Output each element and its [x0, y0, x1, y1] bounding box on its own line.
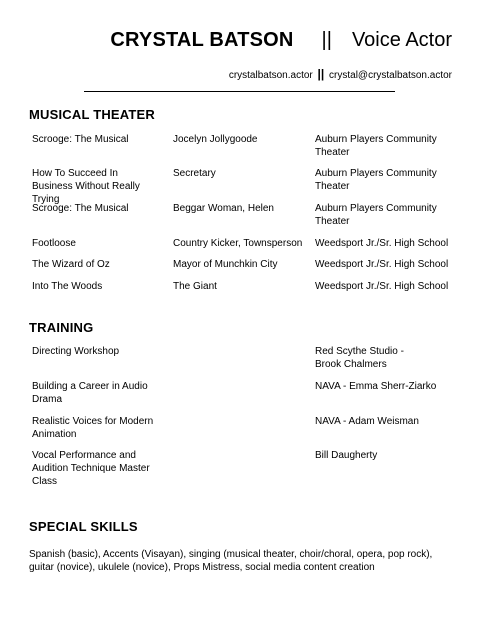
role-name: Country Kicker, Townsperson — [173, 238, 303, 249]
instructor-name: Red Scythe Studio - Brook Chalmers — [315, 346, 404, 370]
company-name: Weedsport Jr./Sr. High School — [315, 281, 449, 292]
resume-header — [110, 29, 452, 52]
company-name: Auburn Players Community Theater — [315, 203, 437, 227]
role-name: The Giant — [173, 281, 217, 292]
role-name: Beggar Woman, Helen — [173, 203, 274, 214]
company-name: Weedsport Jr./Sr. High School — [315, 259, 449, 270]
contact-separator: || — [317, 67, 325, 81]
contact-line — [229, 67, 452, 81]
musical-theater-heading: MUSICAL THEATER — [29, 107, 156, 122]
role-name: Jocelyn Jollygoode — [173, 134, 258, 145]
show-title: Scrooge: The Musical — [32, 203, 129, 214]
company-name: Auburn Players Community Theater — [315, 134, 437, 158]
special-skills-heading: SPECIAL SKILLS — [29, 519, 138, 534]
show-title: Into The Woods — [32, 281, 103, 292]
role-name: Mayor of Munchkin City — [173, 259, 278, 270]
instructor-name: NAVA - Adam Weisman — [315, 416, 419, 427]
show-title: Footloose — [32, 238, 76, 249]
actor-name: CRYSTAL BATSON — [110, 29, 294, 51]
instructor-name: NAVA - Emma Sherr-Ziarko — [315, 381, 437, 392]
show-title: Scrooge: The Musical — [32, 134, 129, 145]
special-skills-text: Spanish (basic), Accents (Visayan), singing (musical theater, choir/choral, opera, pop rock), guitar (novice), ukulele (novice), Props Mistress, social media content creation — [29, 549, 433, 573]
header-separator: || — [321, 29, 332, 51]
show-title: The Wizard of Oz — [32, 259, 110, 270]
actor-role: Voice Actor — [351, 29, 452, 51]
training-heading: TRAINING — [29, 320, 94, 335]
course-name: Directing Workshop — [32, 346, 120, 357]
website-link[interactable]: crystalbatson.actor — [228, 70, 313, 81]
header-divider — [84, 91, 395, 92]
course-name: Building a Career in Audio Drama — [32, 381, 148, 405]
course-name: Realistic Voices for Modern Animation — [32, 416, 154, 440]
company-name: Weedsport Jr./Sr. High School — [315, 238, 449, 249]
email-link[interactable]: crystal@crystalbatson.actor — [329, 70, 452, 81]
show-title: How To Succeed In Business Without Really Trying — [32, 168, 140, 205]
instructor-name: Bill Daugherty — [315, 450, 378, 461]
role-name: Secretary — [173, 168, 216, 179]
company-name: Auburn Players Community Theater — [315, 168, 437, 192]
course-name: Vocal Performance and Audition Technique Master Class — [32, 450, 150, 487]
